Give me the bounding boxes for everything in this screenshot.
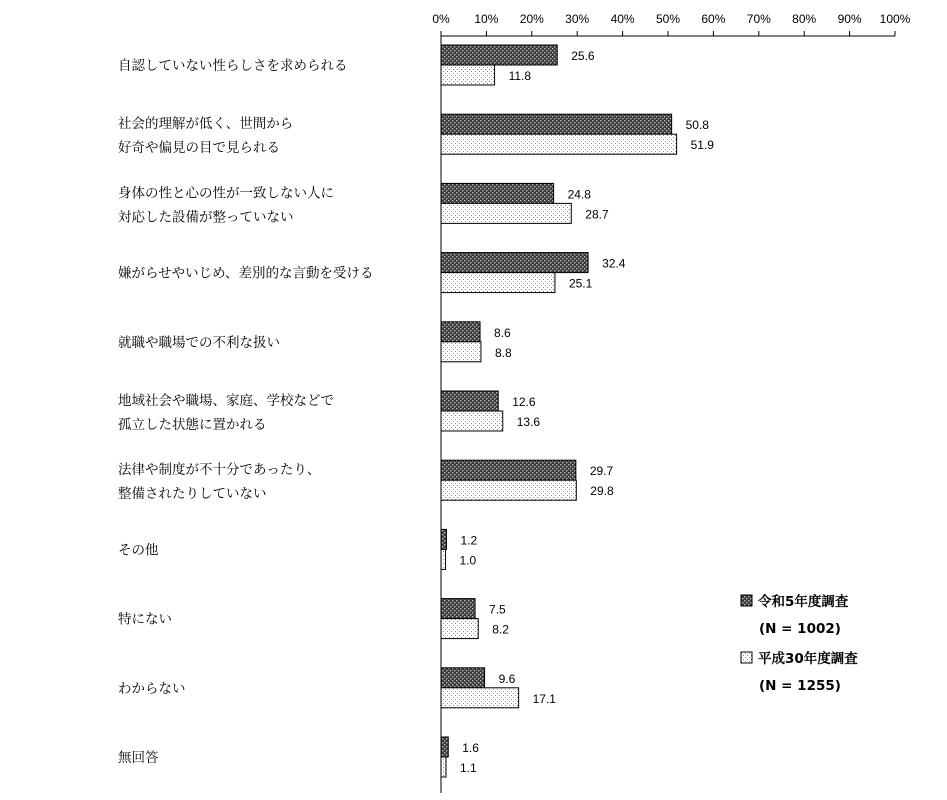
x-tick-label: 70% <box>746 12 771 26</box>
bar-h30 <box>441 273 555 293</box>
legend-swatch <box>741 595 752 606</box>
category-label: わからない <box>118 680 186 697</box>
x-tick-label: 40% <box>610 12 635 26</box>
data-label: 8.8 <box>494 345 512 360</box>
data-label: 24.8 <box>567 187 591 202</box>
category-label: 身体の性と心の性が一致しない人に <box>118 185 334 202</box>
bar-r5 <box>441 45 557 65</box>
data-label: 8.2 <box>492 622 509 637</box>
bar-h30 <box>441 342 481 362</box>
bars-layer <box>441 45 677 777</box>
x-tick-label: 30% <box>565 12 590 26</box>
bar-h30 <box>441 757 446 777</box>
x-tick-label: 90% <box>837 12 862 26</box>
x-tick-label: 20% <box>519 12 544 26</box>
data-label: 1.0 <box>459 553 477 568</box>
legend <box>741 593 858 694</box>
labels-layer <box>118 49 714 775</box>
data-label: 13.6 <box>516 415 541 429</box>
x-tick-label: 10% <box>474 12 499 26</box>
data-label: 1.1 <box>459 761 477 775</box>
data-label: 12.6 <box>512 395 536 409</box>
bar-r5 <box>441 391 498 411</box>
category-label: 整備されたりしていない <box>118 486 267 503</box>
bar-h30 <box>441 619 478 639</box>
bar-r5 <box>441 322 480 342</box>
category-label: 孤立した状態に置かれる <box>118 417 267 433</box>
legend-swatch <box>741 652 752 663</box>
category-label: 法律や制度が不十分であったり、 <box>118 462 321 479</box>
bar-h30 <box>441 480 576 500</box>
data-label: 9.6 <box>498 671 516 686</box>
data-label: 7.5 <box>489 602 506 617</box>
bar-r5 <box>441 460 576 480</box>
category-label: 嫌がらせやいじめ、差別的な言動を受ける <box>118 265 374 282</box>
x-tick-label: 60% <box>701 12 726 26</box>
bar-r5 <box>441 529 446 549</box>
x-tick-label: 50% <box>655 12 681 26</box>
data-label: 1.2 <box>460 533 478 548</box>
bar-r5 <box>441 737 448 757</box>
data-label: 8.6 <box>494 325 511 340</box>
category-label: 対応した設備が整っていない <box>118 209 294 226</box>
category-label: その他 <box>118 542 159 559</box>
data-label: 29.8 <box>590 484 614 499</box>
data-label: 25.6 <box>571 49 595 63</box>
legend-series-name: 平成30年度調査 <box>758 651 858 667</box>
data-label: 50.8 <box>685 118 709 133</box>
data-label: 29.7 <box>589 464 614 479</box>
data-label: 1.6 <box>462 741 479 755</box>
x-tick-label: 0% <box>432 12 450 26</box>
legend-sample-size: (N = 1255) <box>759 678 841 694</box>
data-label: 51.9 <box>690 138 714 153</box>
legend-sample-size: (N = 1002) <box>759 621 841 637</box>
bar-h30 <box>441 134 677 154</box>
bar-r5 <box>441 114 672 134</box>
bar-h30 <box>441 688 519 708</box>
bar-h30 <box>441 65 495 85</box>
category-label: 無回答 <box>118 750 159 766</box>
category-label: 地域社会や職場、家庭、学校などで <box>118 393 334 409</box>
category-label: 自認していない性らしさを求められる <box>118 58 348 74</box>
legend-series-name: 令和5年度調査 <box>758 594 849 610</box>
category-label: 特にない <box>118 611 172 628</box>
category-label: 社会的理解が低く、世間から <box>118 116 294 133</box>
category-label: 就職や職場での不利な扱い <box>118 334 280 351</box>
bar-r5 <box>441 599 475 619</box>
x-tick-label: 80% <box>792 12 817 26</box>
data-label: 28.7 <box>585 207 609 222</box>
bar-r5 <box>441 183 554 203</box>
bar-r5 <box>441 668 485 688</box>
bar-h30 <box>441 411 503 431</box>
data-label: 11.8 <box>508 69 532 83</box>
x-tick-label: 100% <box>879 12 911 26</box>
bar-h30 <box>441 549 446 569</box>
bar-r5 <box>441 253 588 273</box>
data-label: 25.1 <box>568 276 593 291</box>
bar-h30 <box>441 203 571 223</box>
data-label: 32.4 <box>602 256 626 271</box>
data-label: 17.1 <box>532 691 556 706</box>
category-label: 好奇や偏見の目で見られる <box>118 140 280 157</box>
